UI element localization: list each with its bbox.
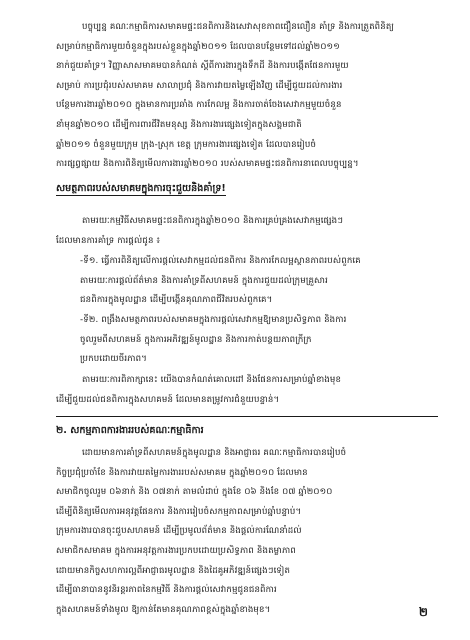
text-line: សម្រាប់កម្មាធិការមួយចំនួនក្នុងរបស់ខ្លួនក្នុងឆ្នាំ២០១១ ដែលបានបន្ថែមទៅដល់ឆ្នាំ២០១១ [56, 41, 340, 52]
text-line: នាក់ជួយគាំទ្រ។ វិញ្ញាសាសមាគមបានកំណត់ ស្តីពីការងារក្នុងទឹកដី និងការបង្កើតផែនការមួយ [56, 61, 349, 72]
text-line: -ទី១. ធ្វើការពិនិត្យលើការផ្តល់សេវាកម្មដល់ជនពិការ និងការកែលម្អស្ថានភាពរបស់ពួកគេ [80, 256, 361, 266]
text-line: ដើម្បីធានាបាននូវនិរន្តរភាពនៃកម្មវិធី និងការផ្តល់សេវាកម្មជូនជនពិការ [56, 585, 277, 596]
bullet-item-1 [80, 254, 430, 313]
text-line: សមាជិកសមាគម ក្នុងការអនុវត្តការងារប្រកបដោយប្រសិទ្ធភាព និងតម្លាភាព [56, 545, 296, 556]
text-line: -ទី២. ពង្រឹងសមត្ថភាពរបស់សមាគមក្នុងការផ្តល់សេវាកម្មឱ្យមានប្រសិទ្ធភាព និងការ [80, 315, 347, 325]
intro-paragraph [56, 20, 430, 177]
text-line: ឆ្នាំ២០១១ ចំនួនមួយក្រុម ក្រុង-ស្រុក ខេត្ត ក្រុមការងារផ្សេងទៀត ដែលបានរៀបចំ [56, 139, 317, 150]
text-line: ក្នុងសហគមន៍ទាំងមូល ឱ្យកាន់តែមានគុណភាពខ្ពស់ក្នុងឆ្នាំខាងមុខ។ [56, 604, 271, 615]
text-line: ប្រកបដោយចីរភាព។ [80, 354, 148, 365]
text-line: សមាជិកចូលរួម ០៦នាក់ និង ០៧នាក់ តាមលំដាប់ ក្នុងខែ ០៦ និងខែ ០៧ ឆ្នាំ២០១០ [56, 487, 333, 498]
section2-heading: ២. សកម្មភាពការងាររបស់គណៈកម្មាធិការ [56, 425, 204, 436]
text-line: ក្រុមការងារបានចុះជួបសហគមន៍ ដើម្បីប្រមូលព័ត៌មាន និងផ្តល់ការណែនាំដល់ [56, 526, 302, 537]
page-number: ២ [418, 605, 428, 619]
section1-heading: សមត្ថភាពរបស់សមាគមក្នុងការចុះជួយនិងគាំទ្រ! [56, 183, 226, 194]
text-line: ដើម្បីជួយដល់ជនពិការក្នុងសហគមន៍ ដែលមានតម្រូវការជំនួយបន្ទាន់។ [56, 394, 280, 405]
text-line: តាមរយៈការពិភាក្សានេះ យើងបានកំណត់គោលដៅ និងផែនការសម្រាប់ឆ្នាំខាងមុខ [82, 375, 342, 385]
text-line: ដើម្បីពិនិត្យមើលការអនុវត្តផែនការ និងការរៀបចំសកម្មភាពសម្រាប់ឆ្នាំបន្ទាប់។ [56, 506, 302, 517]
text-line: នាំមុនឆ្នាំ២០១០ ដើម្បីការពារជីវិតមនុស្ស និងការងារផ្សេងទៀតក្នុងសង្គមជាតិ [56, 119, 302, 130]
section1-paragraph [56, 214, 430, 253]
text-line: តាមរយៈកម្មវិធីសមាគមផ្ទះជនពិការក្នុងឆ្នាំ២០១០ និងការគ្រប់គ្រងសេវាកម្មផ្សេងៗ [82, 216, 344, 226]
section-divider [56, 416, 438, 417]
section1-closing-paragraph [56, 373, 430, 412]
text-line: ដោយមានការគាំទ្រពីសហគមន៍ក្នុងមូលដ្ឋាន និងអាជ្ញាធរ គណៈកម្មាធិការបានរៀបចំ [82, 448, 347, 458]
text-line: ដែលមានការគាំទ្រ ការផ្តល់ជូន ៖ [56, 235, 161, 246]
text-line: ចូលរួមពីសហគមន៍ ក្នុងការអភិវឌ្ឍន៍មូលដ្ឋាន និងការកាត់បន្ថយភាពក្រីក្រ [80, 334, 312, 345]
text-line: តាមរយៈការផ្តល់ព័ត៌មាន និងការគាំទ្រពីសហគមន៍ ក្នុងការជួយដល់ក្រុមគ្រួសារ [80, 275, 328, 286]
text-line: ដោយមានកិច្ចសហការល្អពីអាជ្ញាធរមូលដ្ឋាន និងដៃគូអភិវឌ្ឍន៍ផ្សេងៗទៀត [56, 565, 291, 576]
text-line: សម្រាប់ ការប្រជុំរបស់សមាគម សាលាប្រជុំ និងការវាយតម្លៃឡើងវិញ ដើម្បីជួយដល់ការងារ [56, 80, 343, 91]
text-line: កិច្ចប្រជុំប្រចាំខែ និងការវាយតម្លៃការងាររបស់សមាគម ក្នុងឆ្នាំ២០១០ ដែលមាន [56, 467, 308, 478]
text-line: ការផ្សព្វផ្សាយ និងការពិនិត្យមើលការងារឆ្នាំ២០១០ របស់សមាគមផ្ទះជនពិការនាពេលបច្ចុប្បន្ន។ [56, 159, 359, 170]
text-line: បន្ថែមការងារឆ្នាំ២០១០ ក្នុងមានការប្រឆាំង ការកែលម្អ និងការចាត់ចែងសេវាកម្មមួយចំនួន [56, 100, 342, 111]
section2-paragraph [56, 446, 430, 622]
bullet-item-2 [80, 313, 430, 372]
text-line: បច្ចុប្បន្ន គណៈកម្មាធិការសមាគមផ្ទះជនពិការនិងសេវាសុខភាពជឿនលឿន គាំទ្រ និងការត្រួតពិនិត្យ [82, 22, 395, 32]
text-line: ជនពិការក្នុងមូលដ្ឋាន ដើម្បីបង្កើនគុណភាពជីវិតរបស់ពួកគេ។ [80, 295, 273, 306]
